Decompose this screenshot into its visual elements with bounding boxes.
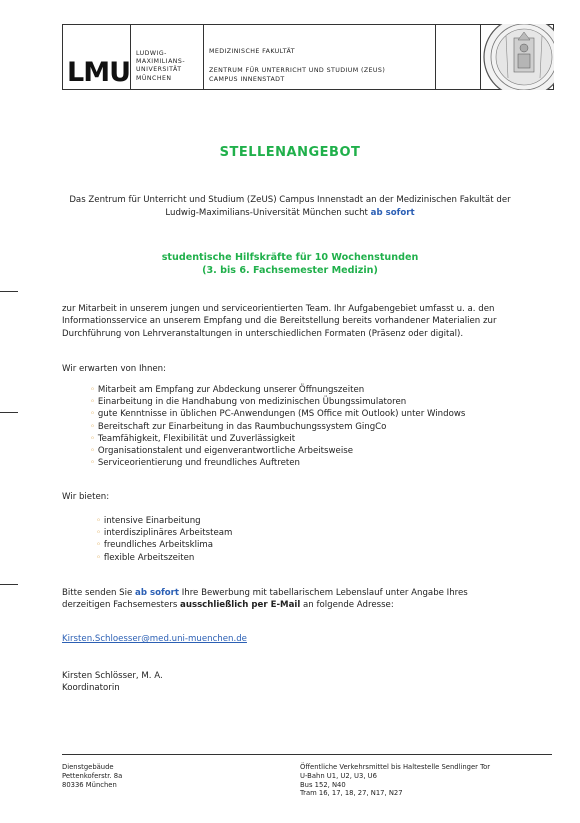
footer-divider <box>62 754 552 755</box>
center-name <box>209 67 385 84</box>
list-item: ◦ Einarbeitung in die Handhabung von medizinischen Übungssimulatoren <box>90 396 465 408</box>
university-line: UNIVERSITÄT <box>136 66 182 74</box>
list-item: ◦ flexible Arbeitszeiten <box>96 552 232 564</box>
footer-line: Tram 16, 17, 18, 27, N17, N27 <box>300 789 403 798</box>
footer-transport <box>300 763 490 798</box>
emphasis-text: ab sofort <box>135 588 179 598</box>
list-item: ◦ Serviceorientierung und freundliches Auftreten <box>90 457 465 469</box>
university-seal-icon <box>480 24 554 90</box>
emphasis-text: ausschließlich per E-Mail <box>180 600 301 611</box>
position-line: studentische Hilfskräfte für 10 Wochenstunden <box>161 252 419 263</box>
list-item: ◦ freundliches Arbeitsklima <box>96 539 232 551</box>
email-line <box>62 633 532 645</box>
footer-address <box>62 763 122 789</box>
list-item: ◦ Teamfähigkeit, Flexibilität und Zuverlässigkeit <box>90 433 465 445</box>
position-line: (3. bis 6. Fachsemester Medizin) <box>202 265 378 276</box>
footer-line: Pettenkoferstr. 8a <box>62 771 123 780</box>
apply-line: Bitte senden Sie ab sofort Ihre Bewerbung mit tabellarischem Lebenslauf unter Angabe Ihres <box>62 588 468 598</box>
header-divider <box>130 24 131 90</box>
header-divider <box>435 24 436 90</box>
signature-role: Koordinatorin <box>62 683 120 694</box>
center-line: CAMPUS INNENSTADT <box>209 75 285 83</box>
intro-line: Ludwig-Maximilians-Universität München sucht ab sofort <box>165 207 415 218</box>
faculty-name: MEDIZINISCHE FAKULTÄT <box>209 48 295 55</box>
university-line: MÜNCHEN <box>136 74 172 82</box>
list-item: ◦ gute Kenntnisse in üblichen PC-Anwendungen (MS Office mit Outlook) unter Windows <box>90 408 465 420</box>
list-item: ◦ Organisationstalent und eigenverantwortliche Arbeitsweise <box>90 445 465 457</box>
university-line: LUDWIG- <box>136 50 167 57</box>
page-title: STELLENANGEBOT <box>219 145 361 160</box>
footer-line: U-Bahn U1, U2, U3, U6 <box>300 771 377 780</box>
center-line: ZENTRUM FÜR UNTERRICHT UND STUDIUM (ZEUS) <box>209 67 386 74</box>
list-item: ◦ interdisziplinäres Arbeitsteam <box>96 527 232 539</box>
signature-name: Kirsten Schlösser, M. A. <box>62 671 163 681</box>
description-line: zur Mitarbeit in unserem jungen und serviceorientierten Team. Ihr Aufgabengebiet umfasst u. a. den <box>62 304 495 314</box>
expect-heading: Wir erwarten von Ihnen: <box>62 364 167 374</box>
description-line: Durchführung von Lehrveranstaltungen in unterschiedlichen Formaten (Präsenz oder digital). <box>62 328 464 339</box>
fold-mark <box>0 584 18 585</box>
intro-text <box>40 194 540 219</box>
footer-line: 80336 München <box>62 780 117 789</box>
offer-list <box>96 515 232 564</box>
signature <box>62 670 532 695</box>
description-line: Informationsservice an unserem Empfang und die Bereitstellung bereits vorhandener Materialien zur <box>62 316 497 327</box>
list-item: ◦ Mitarbeit am Empfang zur Abdeckung unserer Öffnungszeiten <box>90 384 465 396</box>
list-item: ◦ intensive Einarbeitung <box>96 515 232 527</box>
description-paragraph <box>62 303 532 340</box>
expect-list <box>90 384 465 469</box>
footer-line: Öffentliche Verkehrsmittel bis Haltestelle Sendlinger Tor <box>300 763 491 771</box>
footer-line: Bus 152, N40 <box>300 780 346 789</box>
fold-mark <box>0 412 18 413</box>
header-divider <box>203 24 204 90</box>
university-line: MAXIMILIANS- <box>136 58 186 66</box>
apply-paragraph <box>62 587 532 612</box>
email-link[interactable]: Kirsten.Schloesser@med.uni-muenchen.de <box>62 634 247 644</box>
emphasis-text: ab sofort <box>370 207 415 218</box>
fold-mark <box>0 291 18 292</box>
footer-line: Dienstgebäude <box>62 763 114 771</box>
list-item: ◦ Bereitschaft zur Einarbeitung in das Raumbuchungssystem GingCo <box>90 421 465 433</box>
offer-heading: Wir bieten: <box>62 492 110 502</box>
apply-line: derzeitigen Fachsemesters ausschließlich per E-Mail an folgende Adresse: <box>62 600 394 611</box>
intro-line: Das Zentrum für Unterricht und Studium (ZeUS) Campus Innenstadt an der Medizinischen Fakultät der <box>69 195 511 205</box>
position-title <box>0 251 580 277</box>
university-name <box>136 50 185 83</box>
lmu-logo: LMU <box>67 57 130 88</box>
